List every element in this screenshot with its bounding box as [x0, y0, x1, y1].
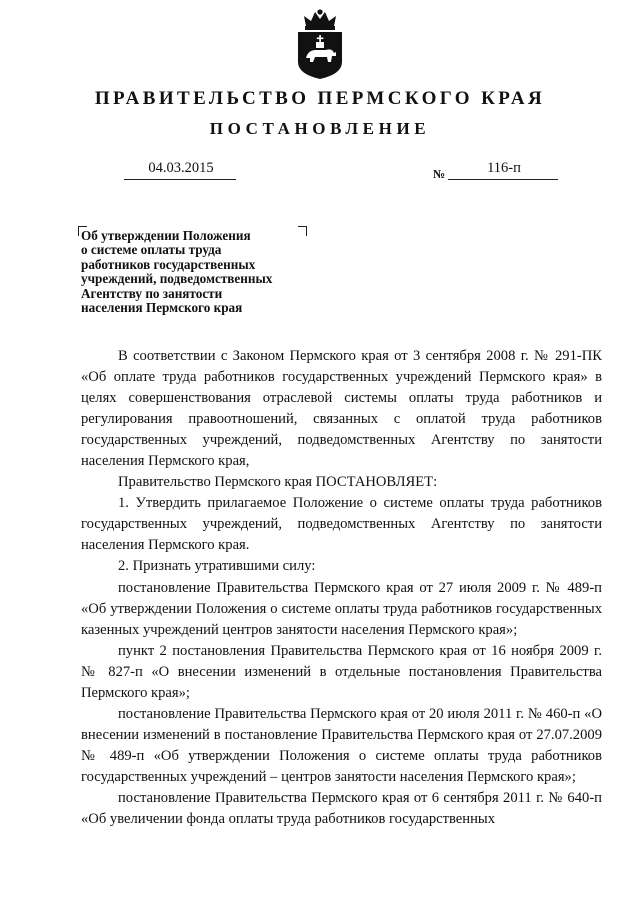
subject-line: о системе оплаты труда	[81, 242, 222, 258]
body-paragraph: пункт 2 постановления Правительства Пермского края от 16 ноября 2009 г. № 827-п «О внесении изменений в отдельные постановления Правительства Пермского края»;	[81, 642, 602, 701]
subject-line: Об утверждении Положения	[81, 228, 251, 243]
body-paragraph: 2. Признать утратившими силу:	[118, 558, 316, 575]
document-date: 04.03.2015	[148, 160, 214, 176]
document-type-title: ПОСТАНОВЛЕНИЕ	[209, 119, 431, 138]
body-paragraph: Правительство Пермского края ПОСТАНОВЛЯЕТ:	[118, 474, 438, 491]
date-underline	[124, 179, 236, 180]
body-paragraph: В соответствии с Законом Пермского края от 3 сентября 2008 г. № 291-ПК «Об оплате труда работников государственных учреждений Пермского края» в целях совершенствования отраслевой системы оплаты труда работников и регулирования правоотношений, связанных с оплатой труда работников государственных учреждений, подведомственных Агентству по занятости населения Пермского края,	[81, 348, 602, 470]
number-underline	[448, 179, 558, 180]
subject-line: населения Пермского края	[81, 300, 243, 316]
subject-line: работников государственных	[81, 256, 256, 272]
body-paragraph: 1. Утвердить прилагаемое Положение о системе оплаты труда работников государственных учреждений, подведомственных Агентству по занятости населения Пермского края.	[81, 495, 602, 554]
perm-krai-coat-of-arms-icon	[294, 8, 346, 80]
body-paragraph: постановление Правительства Пермского края от 6 сентября 2011 г. № 640-п «Об увеличении фонда оплаты труда работников государственных	[81, 789, 602, 828]
number-sign: №	[433, 167, 446, 181]
body-paragraph: постановление Правительства Пермского края от 27 июля 2009 г. № 489-п «Об утверждении Положения о системе оплаты труда работников государственных казенных учреждений центров занятости населения Пермского края»;	[81, 579, 602, 638]
subject-line: Агентству по занятости	[81, 285, 223, 301]
government-title: ПРАВИТЕЛЬСТВО ПЕРМСКОГО КРАЯ	[94, 88, 546, 109]
subject-line: учреждений, подведомственных	[81, 271, 273, 287]
document-number: 116-п	[487, 160, 521, 176]
document-subject	[81, 229, 321, 315]
document-body	[81, 346, 602, 830]
body-paragraph: постановление Правительства Пермского края от 20 июля 2011 г. № 460-п «О внесении изменений в постановление Правительства Пермского края от 27.07.2009 № 489-п «Об утверждении Положения о системе оплаты труда работников государственных учреждений – центров занятости населения Пермского края»;	[81, 705, 602, 785]
